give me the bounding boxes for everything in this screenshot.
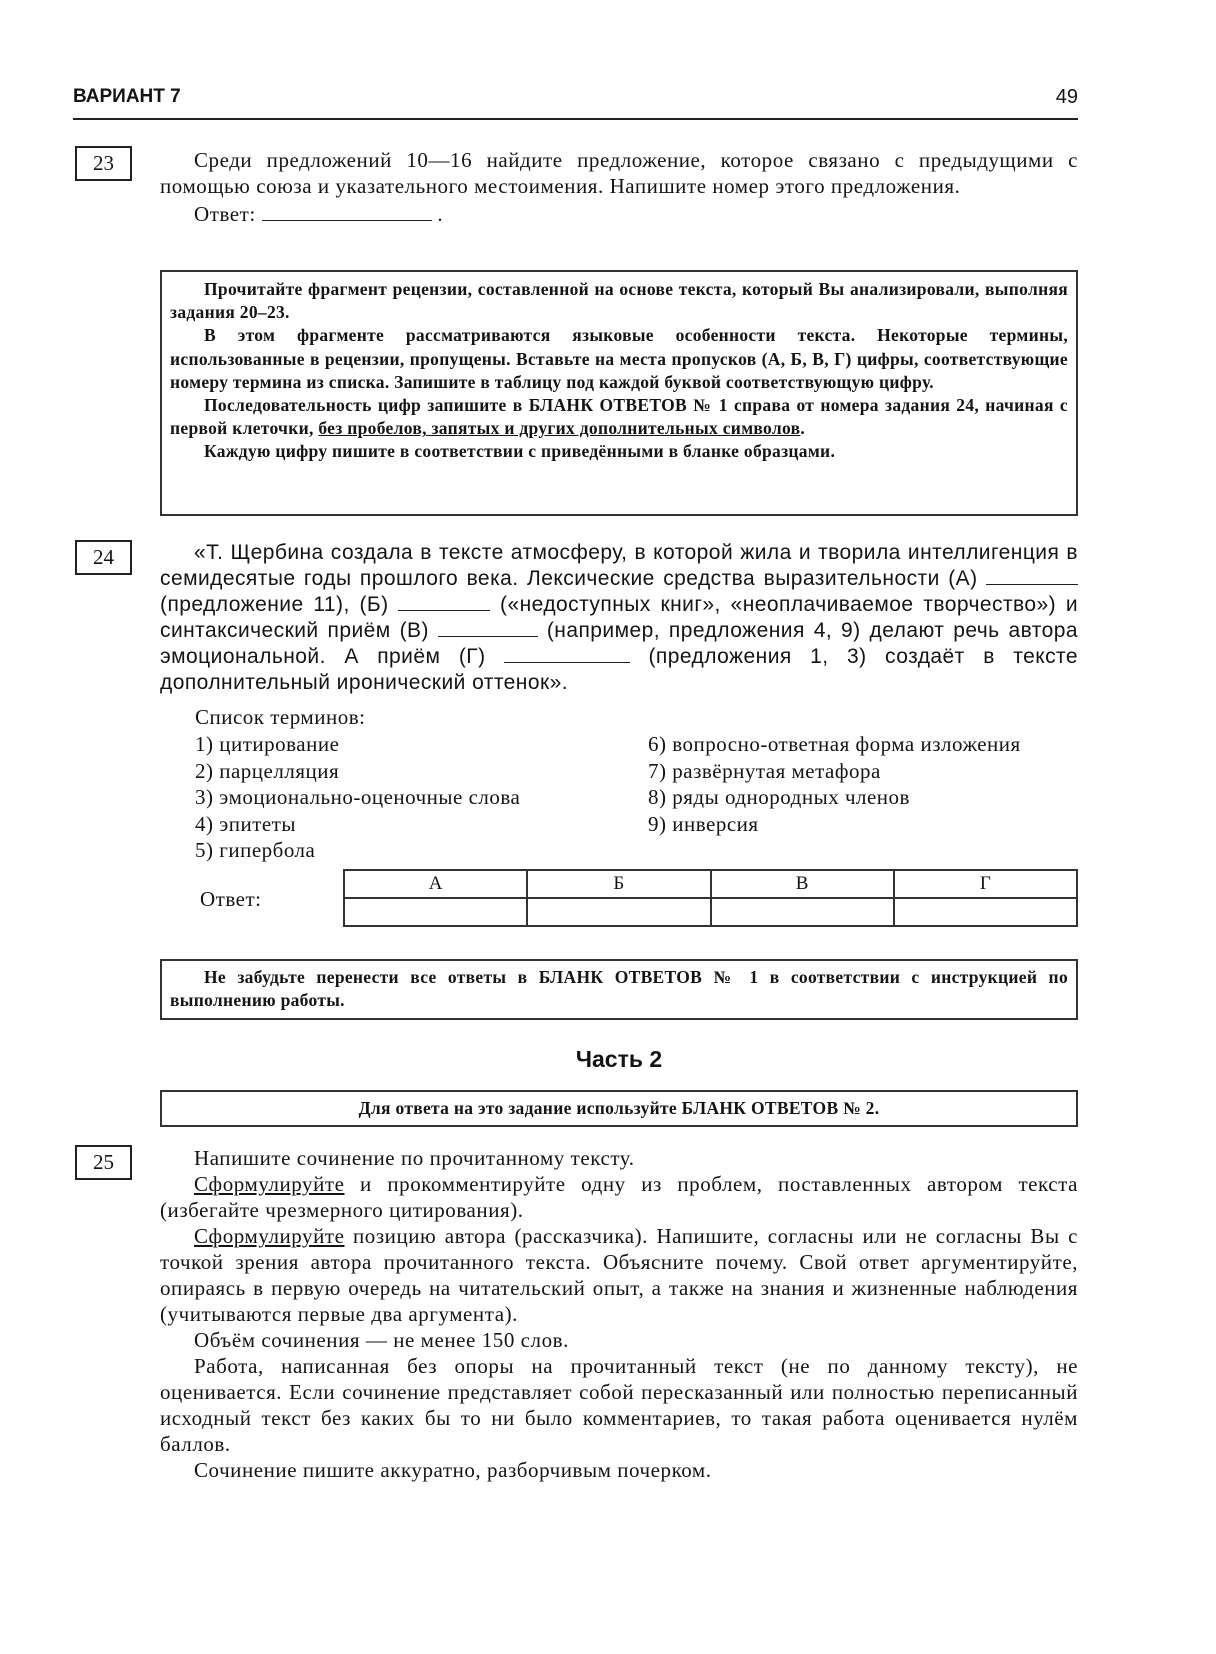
instructions-box (160, 270, 1078, 516)
task25-p3-underlined: Сформулируйте (194, 1224, 345, 1248)
header-divider (73, 118, 1078, 120)
task25-text (160, 1145, 1078, 1483)
part2-title: Часть 2 (575, 1046, 663, 1072)
instructions-p2: В этом фрагменте рассматриваются языковые особенности текста. Некоторые термины, использованные в рецензии, пропущены. Вставьте на места пропусков (А, Б, В, Г) цифры, соответствующие номеру термина из списка. Запишите в таблицу под каждой буквой соответствующую цифру. (170, 325, 1068, 392)
term-item: 1) цитирование (195, 732, 340, 756)
table-answer-label: Ответ: (200, 887, 262, 911)
review-part-5: (предложения 1, 3) создаёт в тексте дополнительный иронический оттенок». (160, 645, 1078, 694)
blank-g (504, 644, 630, 663)
task23-answer-line (160, 201, 1078, 227)
review-part-2: (предложение 11), (Б) (160, 593, 389, 616)
term-item: 2) парцелляция (195, 758, 340, 783)
answer-label: Ответ: (194, 202, 256, 226)
term-item: 3) эмоционально-оценочные слова (195, 785, 521, 809)
reminder-box (160, 959, 1078, 1020)
answer-cell-v[interactable] (711, 898, 894, 926)
term-item: 7) развёрнутая метафора (648, 758, 881, 783)
task25-p4: Объём сочинения — не менее 150 слов. (194, 1328, 569, 1352)
task-number-25: 25 (75, 1145, 132, 1180)
terms-left-column (195, 731, 520, 864)
blank-a (986, 566, 1078, 585)
task-number-23: 23 (75, 146, 132, 181)
task23-text (160, 147, 1078, 227)
term-item: 4) эпитеты (195, 811, 297, 836)
task25-p6: Сочинение пишите аккуратно, разборчивым почерком. (194, 1458, 712, 1482)
header-g: Г (894, 870, 1077, 898)
task25-p3 (160, 1223, 1078, 1327)
review-part-3: («недоступных книг», «неоплачиваемое творчество») и синтаксический приём (В) (160, 593, 1079, 642)
instructions-p3-end: . (800, 418, 806, 439)
answer-cell-g[interactable] (894, 898, 1077, 926)
term-item: 8) ряды однородных членов (648, 785, 910, 809)
page-number: 49 (1055, 86, 1078, 108)
task25-p2-rest: и прокомментируйте одну из проблем, поставленных автором текста (избегайте чрезмерного цитирования). (160, 1172, 1078, 1222)
answer-cell-a[interactable] (344, 898, 527, 926)
instructions-p4: Каждую цифру пишите в соответствии с приведёнными в бланке образцами. (204, 441, 836, 462)
answer-cell-b[interactable] (527, 898, 710, 926)
blank-b (398, 592, 490, 611)
blank-v (438, 618, 538, 637)
task25-p3-rest: позицию автора (рассказчика). Напишите, согласны или не согласны Вы с точкой зрения автора прочитанного текста. Объясните почему. Свой ответ аргументируйте, опираясь в первую очередь на читательский опыт, а также на знания и жизненные наблюдения (учитываются первые два аргумента). (160, 1224, 1078, 1326)
variant-header: ВАРИАНТ 7 (73, 86, 181, 107)
terms-title: Список терминов: (195, 705, 366, 729)
answer-blank[interactable] (262, 202, 432, 221)
header-b: Б (527, 870, 710, 898)
answer-table-value-row (344, 898, 1077, 926)
instructions-p1: Прочитайте фрагмент рецензии, составленной на основе текста, который Вы анализировали, выполняя задания 20–23. (170, 279, 1068, 323)
instructions-p3-underlined: без пробелов, запятых и других дополнительных символов (318, 418, 801, 439)
term-item: 6) вопросно-ответная форма изложения (648, 732, 1021, 756)
task25-p2 (160, 1171, 1078, 1223)
reminder-text: Не забудьте перенести все ответы в БЛАНК ОТВЕТОВ № 1 в соответствии с инструкцией по выполнению работы. (170, 967, 1068, 1011)
header-a: А (344, 870, 527, 898)
part2-note: Для ответа на это задание используйте БЛАНК ОТВЕТОВ № 2. (358, 1098, 880, 1118)
review-part-1: «Т. Щербина создала в тексте атмосферу, в которой жила и творила интеллигенция в семидесятые годы прошлого века. Лексические средства выразительности (А) (160, 541, 1078, 590)
instructions-p3 (170, 394, 1068, 440)
task25-p5: Работа, написанная без опоры на прочитанный текст (не по данному тексту), не оценивается. Если сочинение представляет собой пересказанный или полностью переписанный исходный текст без каких бы то ни было комментариев, то такая работа оценивается нулём баллов. (160, 1354, 1078, 1456)
task25-p2-underlined: Сформулируйте (194, 1172, 345, 1196)
answer-table-header-row (344, 870, 1077, 898)
review-part-4: (например, предложения 4, 9) делают речь автора эмоциональной. А приём (Г) (160, 619, 1078, 668)
instructions-p3-start: Последовательность цифр запишите в БЛАНК ОТВЕТОВ № 1 справа от номера задания 24, начиная с первой клеточки, (170, 395, 1068, 439)
term-item: 5) гипербола (195, 838, 316, 862)
terms-right-column (648, 731, 1021, 837)
part2-note-box (160, 1090, 1078, 1127)
task25-p1: Напишите сочинение по прочитанному тексту. (194, 1146, 635, 1170)
answer-table (343, 869, 1078, 927)
answer-end: . (437, 202, 444, 226)
header-v: В (711, 870, 894, 898)
review-fragment (160, 540, 1078, 696)
task23-question: Среди предложений 10—16 найдите предложение, которое связано с предыдущими с помощью союза и указательного местоимения. Напишите номер этого предложения. (160, 148, 1078, 198)
term-item: 9) инверсия (648, 811, 759, 836)
task-number-24: 24 (75, 540, 132, 575)
